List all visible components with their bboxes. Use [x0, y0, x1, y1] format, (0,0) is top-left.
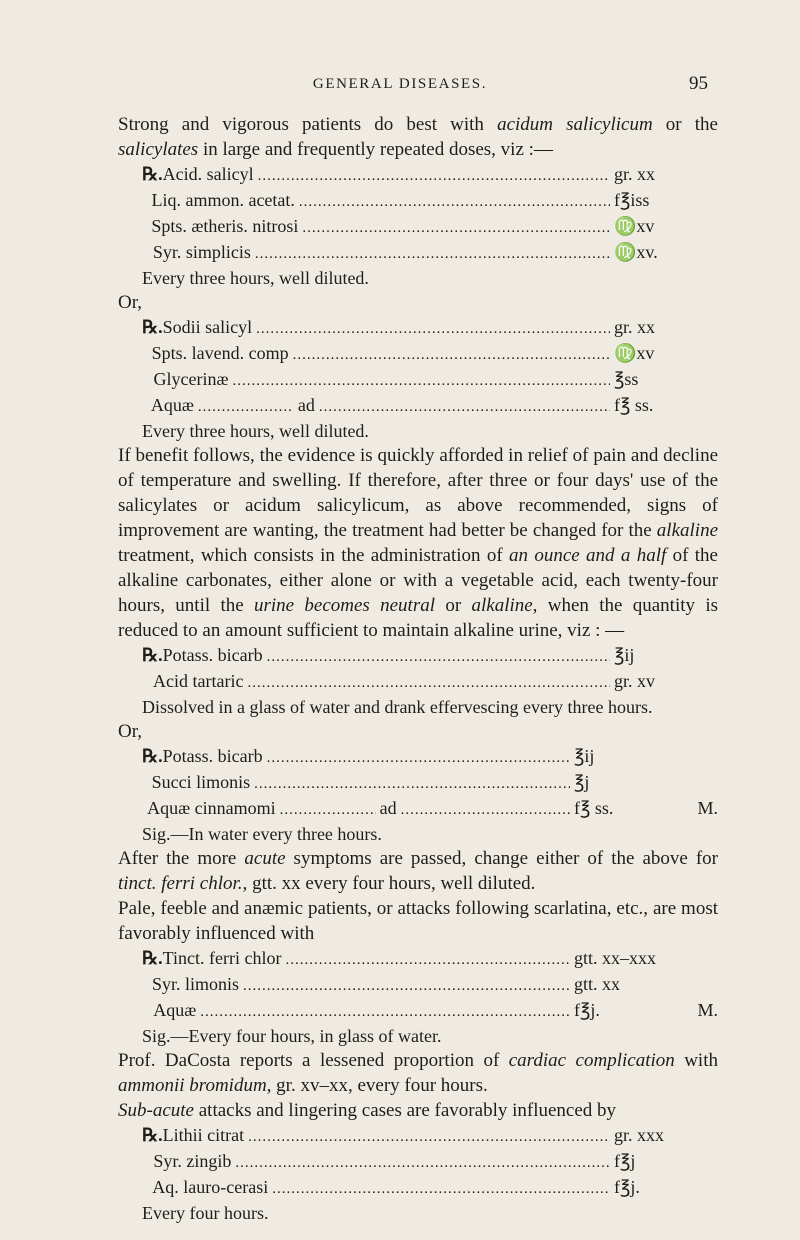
paragraph-salicylates: [118, 112, 718, 162]
ingredient-name: Potass. bicarb: [162, 746, 263, 766]
recipe-symbol: ℞.: [142, 645, 163, 665]
leader-dots: [272, 1177, 610, 1201]
text-run: Strong and vigorous patients do best with: [118, 114, 498, 135]
ingredient-name: Spts. ætheris. nitrosi: [151, 216, 299, 236]
italic-term: urine becomes neutral: [253, 595, 436, 616]
prescription-line: [118, 188, 718, 214]
text-run: If benefit follows, the evidence is quickly afforded in relief of pain and decline of temperature and swelling. If therefore, after three or four days' use of the salicylates or acidum salicylicum, as above recommended, signs of improvement are wanting, the treatment had better be changed for the: [118, 445, 718, 541]
prescription-line: [118, 1123, 718, 1149]
italic-term: cardiac complication: [508, 1050, 675, 1071]
prescription-instruction: Every four hours.: [142, 1203, 269, 1223]
ingredient-dose: f℥j.: [574, 1000, 600, 1020]
ingredient-name: Aq. lauro-cerasi: [152, 1177, 269, 1197]
prescription-6: [118, 1123, 718, 1225]
ingredient-name: Syr. zingib: [153, 1151, 232, 1171]
leader-dots: [299, 190, 610, 214]
prescription-line: [118, 393, 718, 419]
ingredient-name: Acid tartaric: [153, 671, 244, 691]
prescription-line: [118, 998, 718, 1024]
ingredient-dose: gr. xv: [614, 671, 656, 691]
ingredient-name: Acid. salicyl: [162, 164, 254, 184]
italic-term: alkaline: [656, 520, 718, 541]
text-run: when the quantity is reduced to an amount sufficient to maintain alkaline urine, viz : —: [118, 595, 719, 641]
leader-dots: [267, 645, 610, 669]
leader-dots: [235, 1151, 610, 1175]
ingredient-name: Liq. ammon. acetat.: [151, 190, 295, 210]
leader-dots: [198, 395, 294, 419]
prescription-instruction: Sig.—Every four hours, in glass of water.: [142, 1026, 442, 1046]
paragraph-alkaline-treatment: [118, 443, 718, 643]
leader-dots: [267, 746, 570, 770]
italic-term: ammonii bromidum,: [118, 1075, 272, 1096]
text-run: attacks and lingering cases are favorably influenced by: [193, 1100, 617, 1121]
mix-note: M.: [697, 798, 718, 818]
ingredient-dose: gr. xxx: [614, 1125, 665, 1145]
text-run: or: [435, 595, 472, 616]
ad-marker: ad: [297, 395, 315, 415]
prescription-instruction: Sig.—In water every three hours.: [142, 824, 382, 844]
ingredient-name: Potass. bicarb: [162, 645, 263, 665]
prescription-5: [118, 946, 718, 1048]
prescription-line: [118, 946, 718, 972]
ingredient-dose: gr. xx: [614, 164, 656, 184]
recipe-symbol: ℞.: [142, 317, 163, 337]
prescription-line: [118, 744, 718, 770]
paragraph-acute-symptoms: [118, 846, 718, 896]
leader-dots: [200, 1000, 570, 1024]
leader-dots: [232, 369, 610, 393]
text-run: in large and frequently repeated doses, viz :—: [198, 139, 553, 160]
leader-dots: [401, 798, 570, 822]
prescription-2: [118, 315, 718, 443]
page-number: 95: [689, 73, 708, 94]
recipe-symbol: ℞.: [142, 746, 163, 766]
prescription-line: [118, 240, 718, 266]
prescription-line: [118, 770, 718, 796]
or-connector: Or,: [118, 721, 143, 742]
leader-dots: [302, 216, 610, 240]
text-run: with: [674, 1050, 718, 1071]
ingredient-dose: f℥ ss.: [574, 798, 614, 818]
prescription-1: [118, 162, 718, 290]
text-run: treatment, which consists in the administration of: [118, 545, 510, 566]
running-head: GENERAL DISEASES.: [312, 76, 488, 92]
text-run: After the more: [118, 848, 245, 869]
ingredient-name: Syr. simplicis: [152, 242, 251, 262]
prescription-line: [118, 341, 718, 367]
ingredient-name: Tinct. ferri chlor: [162, 948, 282, 968]
or-connector: Or,: [118, 292, 143, 313]
text-run: gr. xv–xx, every four hours.: [271, 1075, 488, 1096]
text-run: of the alkaline carbonates, either alone or with a vegetable acid, each twenty-four hours, until the: [118, 545, 718, 616]
ingredient-dose: gtt. xx: [574, 974, 621, 994]
ingredient-name: Aquæ: [150, 395, 194, 415]
prescription-line: [118, 214, 718, 240]
ingredient-name: Aquæ cinnamomi: [147, 798, 276, 818]
paragraph-subacute: [118, 1098, 718, 1123]
leader-dots: [255, 242, 610, 266]
prescription-line: [118, 669, 718, 695]
ingredient-dose: f℥ ss.: [614, 395, 654, 415]
prescription-instruction: Dissolved in a glass of water and drank effervescing every three hours.: [142, 697, 653, 717]
ingredient-dose: ♍xv: [614, 216, 655, 236]
italic-term: an ounce and a half: [509, 545, 667, 566]
ingredient-name: Glycerinæ: [153, 369, 229, 389]
leader-dots: [254, 772, 570, 796]
leader-dots: [293, 343, 610, 367]
prescription-line: [118, 367, 718, 393]
paragraph-anaemic-patients: Pale, feeble and anæmic patients, or attacks following scarlatina, etc., are most favorably influenced with: [118, 898, 718, 944]
ingredient-dose: gtt. xx–xxx: [574, 948, 657, 968]
page-header: [0, 73, 800, 106]
ingredient-dose: ℥ij: [614, 645, 635, 665]
text-run: gtt. xx every four hours, well diluted.: [247, 873, 536, 894]
page-body: [118, 112, 718, 1225]
ingredient-name: Spts. lavend. comp: [151, 343, 289, 363]
ingredient-dose: ℥ij: [574, 746, 595, 766]
leader-dots: [256, 317, 610, 341]
prescription-line: [118, 796, 718, 822]
ingredient-name: Succi limonis: [151, 772, 251, 792]
prescription-instruction: Every three hours, well diluted.: [142, 268, 369, 288]
leader-dots: [243, 974, 570, 998]
text-run: Prof. DaCosta reports a lessened proportion of: [118, 1050, 509, 1071]
leader-dots: [247, 671, 610, 695]
recipe-symbol: ℞.: [142, 164, 163, 184]
prescription-line: [118, 643, 718, 669]
ingredient-dose: f℥iss: [614, 190, 650, 210]
mix-note: M.: [697, 1000, 718, 1020]
text-run: symptoms are passed, change either of the above for: [285, 848, 718, 869]
prescription-3: [118, 643, 718, 719]
italic-term: tinct. ferri chlor.,: [118, 873, 248, 894]
ingredient-dose: ℥j: [574, 772, 590, 792]
text-run: or the: [652, 114, 718, 135]
leader-dots: [280, 798, 376, 822]
prescription-line: [118, 1149, 718, 1175]
ingredient-dose: gr. xx: [614, 317, 656, 337]
recipe-symbol: ℞.: [142, 1125, 163, 1145]
recipe-symbol: ℞.: [142, 948, 163, 968]
paragraph-dacosta: [118, 1048, 718, 1098]
italic-term: salicylates: [118, 139, 199, 160]
leader-dots: [285, 948, 570, 972]
ingredient-dose: f℥j: [614, 1151, 636, 1171]
prescription-line: [118, 162, 718, 188]
ingredient-name: Aquæ: [153, 1000, 197, 1020]
italic-term: alkaline,: [471, 595, 538, 616]
leader-dots: [319, 395, 610, 419]
leader-dots: [258, 164, 610, 188]
ingredient-name: Sodii salicyl: [162, 317, 253, 337]
prescription-line: [118, 315, 718, 341]
ingredient-dose: ♍xv.: [614, 242, 658, 262]
italic-term: Sub-acute: [118, 1100, 194, 1121]
ingredient-dose: ℥ss: [614, 369, 639, 389]
ingredient-name: Syr. limonis: [151, 974, 239, 994]
prescription-4: [118, 744, 718, 846]
ad-marker: ad: [379, 798, 397, 818]
ingredient-dose: f℥j.: [614, 1177, 640, 1197]
prescription-line: [118, 972, 718, 998]
prescription-instruction: Every three hours, well diluted.: [142, 421, 369, 441]
italic-term: acidum salicylicum: [497, 114, 653, 135]
ingredient-name: Lithii citrat: [162, 1125, 245, 1145]
italic-term: acute: [244, 848, 286, 869]
leader-dots: [248, 1125, 610, 1149]
ingredient-dose: ♍xv: [614, 343, 655, 363]
prescription-line: [118, 1175, 718, 1201]
